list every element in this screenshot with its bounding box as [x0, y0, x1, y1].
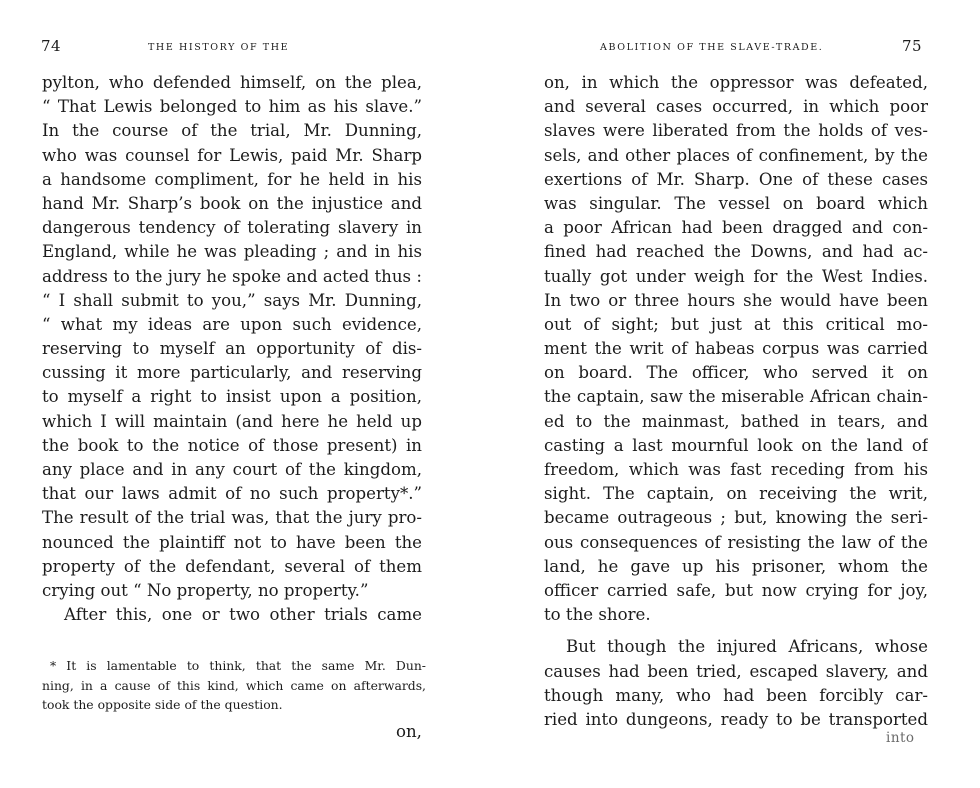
- text-line: slaves were liberated from the holds of ves-: [544, 121, 928, 141]
- left-running-head: THE HISTORY OF THE: [148, 42, 290, 53]
- text-line: a poor African had been dragged and con-: [544, 218, 928, 238]
- text-line: England, while he was pleading ; and in his: [42, 242, 422, 262]
- text-line: freedom, which was fast receding from his: [544, 460, 928, 479]
- text-line: crying out “ No property, no property.”: [42, 580, 369, 600]
- text-line: dangerous tendency of tolerating slavery in: [42, 218, 422, 238]
- text-line: on, in which the oppressor was defeated,: [544, 73, 928, 92]
- text-line: “ I shall submit to you,” says Mr. Dunning,: [42, 290, 422, 310]
- text-line: exertions of Mr. Sharp. One of these cases: [544, 169, 928, 189]
- right-body-text: [544, 71, 928, 732]
- text-line: In the course of the trial, Mr. Dunning,: [42, 121, 422, 141]
- right-page-number: 75: [902, 37, 923, 55]
- text-line: ed to the mainmast, bathed in tears, and: [544, 411, 928, 431]
- text-line: which I will maintain (and here he held up: [42, 411, 422, 431]
- text-line: to the shore.: [544, 605, 651, 625]
- text-line: “ what my ideas are upon such evidence,: [42, 314, 422, 334]
- text-line: and several cases occurred, in which poor: [544, 97, 928, 117]
- footnote-line: took the opposite side of the question.: [42, 697, 283, 712]
- text-line: that our laws admit of no such property*.”: [42, 484, 422, 504]
- text-line: though many, who had been forcibly car-: [544, 685, 928, 705]
- text-line: “ That Lewis belonged to him as his slave.”: [42, 97, 422, 117]
- text-line: sels, and other places of confinement, by the: [544, 145, 928, 165]
- text-line: land, he gave up his prisoner, whom the: [544, 556, 928, 576]
- left-page-number: 74: [41, 37, 62, 55]
- text-line: sight. The captain, on receiving the writ,: [544, 484, 928, 504]
- text-line: hand Mr. Sharp’s book on the injustice and: [42, 193, 422, 213]
- left-catchword: on,: [396, 722, 422, 741]
- text-line: was singular. The vessel on board which: [544, 193, 928, 213]
- text-line: In two or three hours she would have been: [544, 290, 928, 310]
- right-running-head: ABOLITION OF THE SLAVE-TRADE.: [600, 42, 824, 53]
- right-catchword: into: [886, 730, 915, 746]
- text-line: officer carried safe, but now crying for joy,: [544, 580, 928, 600]
- text-line: out of sight; but just at this critical mo-: [544, 314, 928, 334]
- text-line: who was counsel for Lewis, paid Mr. Sharp: [42, 145, 422, 165]
- left-body-text: [42, 71, 422, 627]
- text-line: any place and in any court of the kingdom,: [42, 460, 422, 479]
- text-line: a handsome compliment, for he held in his: [42, 169, 422, 189]
- text-line: causes had been tried, escaped slavery, and: [544, 661, 928, 681]
- text-line: to myself a right to insist upon a position,: [42, 387, 422, 407]
- text-line: The result of the trial was, that the jury pro-: [42, 508, 422, 528]
- text-line: cussing it more particularly, and reserving: [42, 363, 422, 383]
- text-line: the captain, saw the miserable African chain-: [544, 387, 928, 407]
- text-line: address to the jury he spoke and acted thus :: [42, 266, 422, 286]
- right-page: [490, 0, 980, 788]
- text-line: became outrageous ; but, knowing the seri-: [544, 508, 928, 528]
- text-line: After this, one or two other trials came: [64, 605, 422, 625]
- text-line: nounced the plaintiff not to have been the: [42, 532, 422, 552]
- footnote-line: * It is lamentable to think, that the same Mr. Dun-: [50, 658, 426, 673]
- footnote: [42, 656, 426, 715]
- text-line: ous consequences of resisting the law of the: [544, 532, 928, 552]
- text-line: reserving to myself an opportunity of dis-: [42, 339, 422, 359]
- text-line: But though the injured Africans, whose: [566, 637, 928, 657]
- text-line: pylton, who defended himself, on the plea,: [42, 73, 422, 92]
- footnote-line: ning, in a cause of this kind, which came on afterwards,: [42, 677, 426, 693]
- text-line: property of the defendant, several of them: [42, 556, 422, 576]
- text-line: the book to the notice of those present) in: [42, 435, 422, 455]
- text-line: ment the writ of habeas corpus was carried: [544, 339, 928, 359]
- text-line: casting a last mournful look on the land of: [544, 435, 928, 455]
- text-line: tually got under weigh for the West Indies.: [544, 266, 928, 286]
- text-line: on board. The officer, who served it on: [544, 363, 928, 383]
- text-line: ried into dungeons, ready to be transported: [544, 709, 928, 729]
- text-line: fined had reached the Downs, and had ac-: [544, 242, 928, 262]
